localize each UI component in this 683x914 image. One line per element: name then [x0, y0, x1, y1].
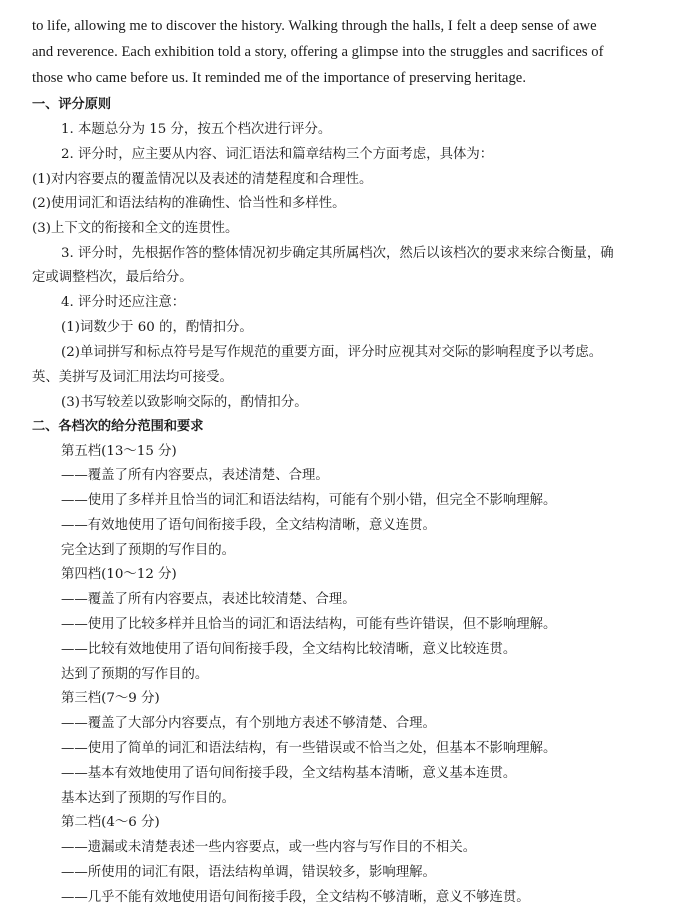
- scoring-rule-line: 2. 评分时，应主要从内容、词汇语法和篇章结构三个方面考虑，具体为：: [61, 147, 494, 162]
- grade-summary-line: 完全达到了预期的写作目的。: [61, 543, 236, 558]
- scoring-rule-line: 4. 评分时还应注意：: [61, 295, 186, 310]
- essay-line: to life, allowing me to discover the history. Walking through the halls, I felt a deep sense of awe: [32, 18, 597, 34]
- grade-band-title: 第五档(13～15 分): [61, 444, 177, 459]
- essay-line: and reverence. Each exhibition told a story, offering a glimpse into the struggles and sacrifices of: [32, 44, 604, 60]
- scoring-rule-line: (2)使用词汇和语法结构的准确性、恰当性和多样性。: [32, 196, 346, 211]
- essay-line: those who came before us. It reminded me of the importance of preserving heritage.: [32, 70, 527, 86]
- grade-band-title: 第三档(7～9 分): [61, 691, 160, 706]
- grade-band-title: 第四档(10～12 分): [61, 567, 177, 582]
- grade-criterion-line: ——覆盖了所有内容要点，表述清楚、合理。: [61, 468, 329, 483]
- scoring-rule-line: 3. 评分时，先根据作答的整体情况初步确定其所属档次，然后以该档次的要求来综合衡量，确: [61, 246, 614, 261]
- scoring-rule-line: (1)词数少于 60 的，酌情扣分。: [61, 320, 253, 335]
- grade-criterion-line: ——使用了比较多样并且恰当的词汇和语法结构，可能有些许错误，但不影响理解。: [61, 617, 557, 632]
- scoring-rule-line: 定或调整档次，最后给分。: [32, 270, 193, 285]
- section-heading-grade-bands: 二、各档次的给分范围和要求: [32, 419, 204, 434]
- grade-criterion-line: ——覆盖了所有内容要点，表述比较清楚、合理。: [61, 592, 356, 607]
- grade-band-title: 第二档(4～6 分): [61, 815, 160, 830]
- scoring-rule-line: (3)上下文的衔接和全文的连贯性。: [32, 221, 239, 236]
- grade-criterion-line: ——遗漏或未清楚表述一些内容要点，或一些内容与写作目的不相关。: [61, 840, 477, 855]
- grade-criterion-line: ——所使用的词汇有限，语法结构单调，错误较多，影响理解。: [61, 865, 436, 880]
- grade-criterion-line: ——使用了多样并且恰当的词汇和语法结构，可能有个别小错，但完全不影响理解。: [61, 493, 557, 508]
- grade-criterion-line: ——几乎不能有效地使用语句间衔接手段，全文结构不够清晰，意义不够连贯。: [61, 890, 530, 905]
- scoring-rule-line: 英、美拼写及词汇用法均可接受。: [32, 370, 233, 385]
- scoring-rule-line: 1. 本题总分为 15 分，按五个档次进行评分。: [61, 122, 332, 137]
- grade-criterion-line: ——使用了简单的词汇和语法结构，有一些错误或不恰当之处，但基本不影响理解。: [61, 741, 557, 756]
- grade-summary-line: 基本达到了预期的写作目的。: [61, 791, 236, 806]
- scoring-rule-line: (1)对内容要点的覆盖情况以及表述的清楚程度和合理性。: [32, 172, 373, 187]
- grade-criterion-line: ——有效地使用了语句间衔接手段，全文结构清晰，意义连贯。: [61, 518, 436, 533]
- scoring-rule-line: (2)单词拼写和标点符号是写作规范的重要方面，评分时应视其对交际的影响程度予以考虑。: [61, 345, 603, 360]
- scoring-rule-line: (3)书写较差以致影响交际的，酌情扣分。: [61, 395, 308, 410]
- grade-criterion-line: ——覆盖了大部分内容要点，有个别地方表述不够清楚、合理。: [61, 716, 436, 731]
- grade-criterion-line: ——比较有效地使用了语句间衔接手段，全文结构比较清晰，意义比较连贯。: [61, 642, 517, 657]
- grade-summary-line: 达到了预期的写作目的。: [61, 667, 209, 682]
- section-heading-scoring-principles: 一、评分原则: [32, 97, 112, 112]
- grade-criterion-line: ——基本有效地使用了语句间衔接手段，全文结构基本清晰，意义基本连贯。: [61, 766, 517, 781]
